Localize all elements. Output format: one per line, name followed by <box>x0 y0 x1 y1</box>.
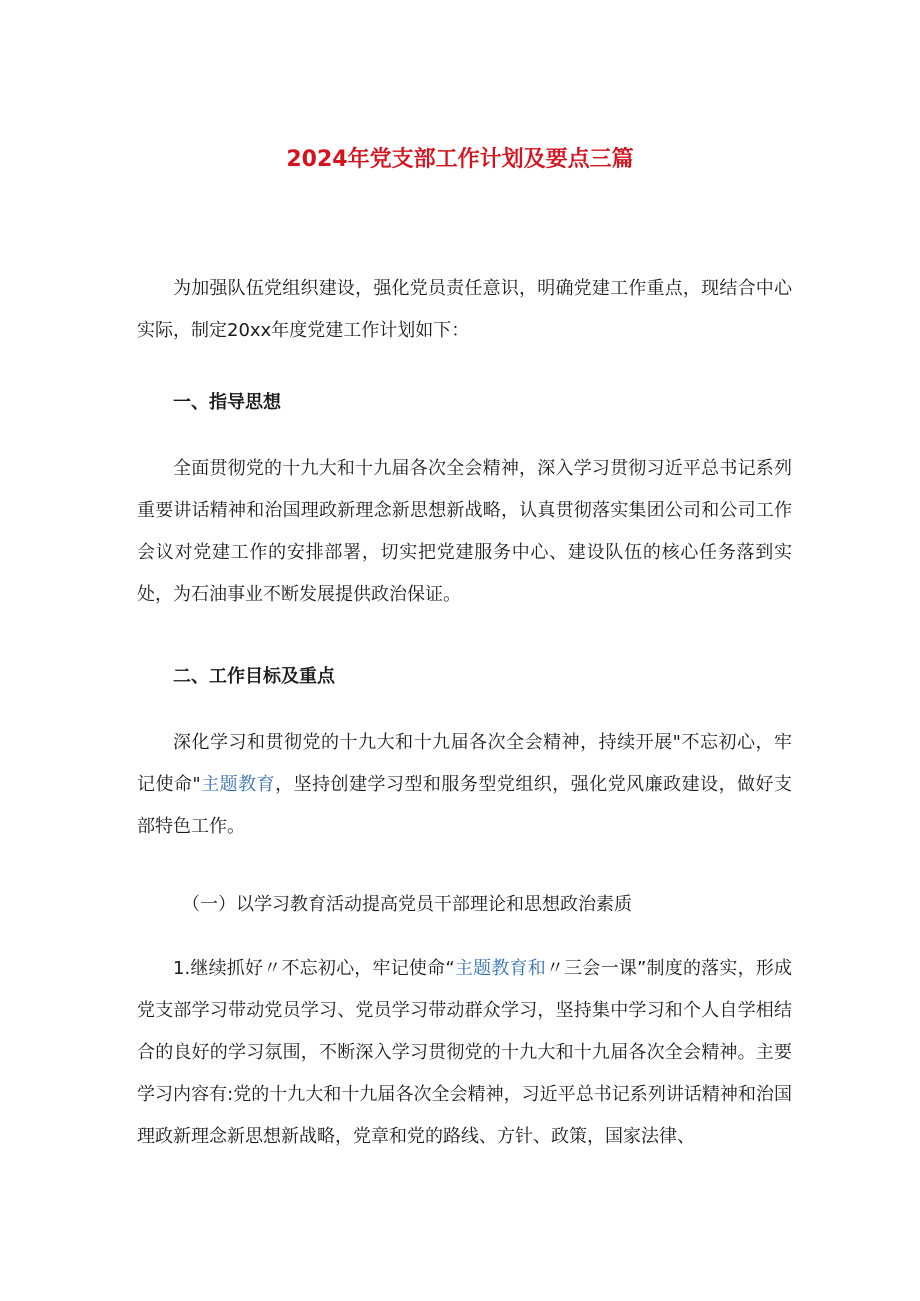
item-1-text-b: 〃三会一课”制度的落实，形成党支部学习带动党员学习、党员学习带动群众学习，坚持集中学习和个人自学相结合的良好的学习氛围，不断深入学习贯彻党的十九大和十九届各次全会精神。主要学习内容有:党的十九大和十九届各次全会精神，习近平总书记系列讲话精神和治国理政新理念新思想新战略，党章和党的路线、方针、政策，国家法律、 <box>137 958 793 1147</box>
item-1-paragraph <box>137 948 792 1158</box>
subheading-1: （一）以学习教育活动提高党员干部理论和思想政治素质 <box>182 894 632 915</box>
section-2-text-b: ，坚持创建学习型和服务型党组织，强化党风廉政建设，做好支部特色工作。 <box>137 774 793 837</box>
section-2-body-block <box>137 722 792 848</box>
intro-block <box>137 268 792 352</box>
section-1-heading: 一、指导思想 <box>173 392 281 413</box>
section-2-text-a: 深化学习和贯彻党的十九大和十九届各次全会精神，持续开展"不忘初心，牢记使命" <box>137 732 792 795</box>
subheading-1-block <box>137 884 792 926</box>
section-2-paragraph <box>137 722 792 848</box>
item-1-text-a: 1.继续抓好〃不忘初心，牢记使命“ <box>173 958 455 979</box>
section-1-body-block <box>137 448 792 616</box>
item-1-block <box>137 948 792 1158</box>
intro-paragraph: 为加强队伍党组织建设，强化党员责任意识，明确党建工作重点，现结合中心实际，制定20xx年度党建工作计划如下： <box>137 278 792 341</box>
theme-education-and-link[interactable]: 主题教育和 <box>454 958 546 979</box>
section-1-heading-block <box>137 382 792 424</box>
section-2-heading-block <box>137 656 792 698</box>
section-1-paragraph: 全面贯彻党的十九大和十九届各次全会精神，深入学习贯彻习近平总书记系列重要讲话精神和治国理政新理念新思想新战略，认真贯彻落实集团公司和公司工作会议对党建工作的安排部署，切实把党建服务中心、建设队伍的核心任务落到实处，为石油事业不断发展提供政治保证。 <box>137 458 792 605</box>
section-2-heading: 二、工作目标及重点 <box>173 666 335 687</box>
theme-education-link[interactable]: 主题教育 <box>200 774 276 795</box>
document-title: 2024年党支部工作计划及要点三篇 <box>286 147 634 172</box>
